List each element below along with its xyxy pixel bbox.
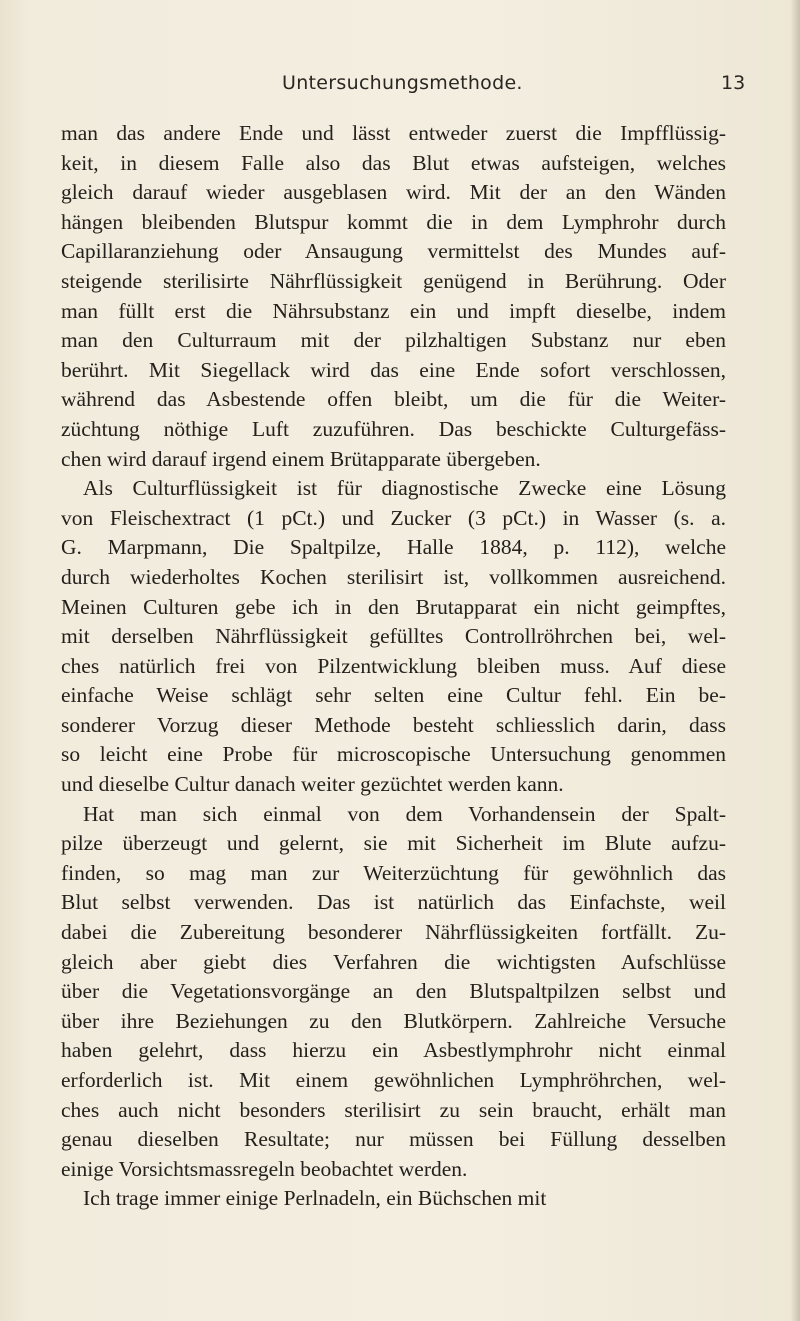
text-line: man den Culturraum mit der pilzhaltigen Substanz nur eben bbox=[61, 328, 726, 353]
text-line: steigende sterilisirte Nährflüssigkeit genügend in Berührung. Oder bbox=[61, 268, 726, 293]
page-header bbox=[0, 72, 800, 102]
text-line: man das andere Ende und lässt entweder zuerst die Impfflüssig- bbox=[61, 121, 726, 145]
text-line: erforderlich ist. Mit einem gewöhnlichen Lymphröhrchen, wel- bbox=[61, 1068, 726, 1092]
text-line: hängen bleibenden Blutspur kommt die in dem Lymphrohr durch bbox=[61, 209, 726, 234]
body-text bbox=[61, 119, 726, 1214]
text-line: Als Culturflüssigkeit ist für diagnostische Zwecke eine Lösung bbox=[83, 476, 726, 501]
text-line: von Fleischextract (1 pCt.) und Zucker (3 pCt.) in Wasser (s. a. bbox=[61, 505, 726, 530]
text-line: durch wiederholtes Kochen sterilisirt ist, vollkommen ausreichend. bbox=[61, 564, 726, 589]
text-line: ches natürlich frei von Pilzentwicklung bleiben muss. Auf diese bbox=[61, 653, 726, 678]
text-line: und dieselbe Cultur danach weiter gezüchtet werden kann. bbox=[61, 772, 564, 797]
text-line: züchtung nöthige Luft zuzuführen. Das beschickte Culturgefäss- bbox=[61, 416, 726, 441]
text-line: finden, so mag man zur Weiterzüchtung für gewöhnlich das bbox=[61, 860, 726, 885]
running-head: Untersuchungsmethode. bbox=[282, 72, 523, 94]
text-line: gleich aber giebt dies Verfahren die wichtigsten Aufschlüsse bbox=[61, 949, 726, 974]
text-line: über die Vegetationsvorgänge an den Blutspaltpilzen selbst und bbox=[61, 979, 726, 1004]
text-line: einige Vorsichtsmassregeln beobachtet werden. bbox=[61, 1156, 468, 1181]
text-line: keit, in diesem Falle also das Blut etwas aufsteigen, welches bbox=[61, 150, 726, 175]
text-line: Meinen Culturen gebe ich in den Brutapparat ein nicht geimpftes, bbox=[61, 594, 726, 619]
text-line: einfache Weise schlägt sehr selten eine Cultur fehl. Ein be- bbox=[61, 683, 726, 708]
text-line: pilze überzeugt und gelernt, sie mit Sicherheit im Blute aufzu- bbox=[61, 831, 726, 856]
text-line: mit derselben Nährflüssigkeit gefülltes Controllröhrchen bei, wel- bbox=[61, 624, 726, 649]
text-line: chen wird darauf irgend einem Brütapparate übergeben. bbox=[61, 446, 541, 471]
text-line: während das Asbestende offen bleibt, um die für die Weiter- bbox=[61, 387, 726, 412]
text-line: berührt. Mit Siegellack wird das eine Ende sofort verschlossen, bbox=[61, 357, 726, 382]
text-line: so leicht eine Probe für microscopische Untersuchung genommen bbox=[61, 742, 726, 767]
text-line: dabei die Zubereitung besonderer Nährflüssigkeiten fortfällt. Zu- bbox=[61, 920, 726, 945]
text-line: ches auch nicht besonders sterilisirt zu sein braucht, erhält man bbox=[61, 1097, 726, 1122]
text-line: Ich trage immer einige Perlnadeln, ein Büchschen mit bbox=[83, 1186, 547, 1211]
text-line: gleich darauf wieder ausgeblasen wird. Mit der an den Wänden bbox=[61, 180, 726, 205]
text-line: Blut selbst verwenden. Das ist natürlich das Einfachste, weil bbox=[61, 890, 726, 915]
text-line: sonderer Vorzug dieser Methode besteht schliesslich darin, dass bbox=[61, 712, 726, 737]
text-line: Capillaranziehung oder Ansaugung vermittelst des Mundes auf- bbox=[61, 239, 726, 264]
page-number: 13 bbox=[721, 72, 746, 94]
text-line: haben gelehrt, dass hierzu ein Asbestlymphrohr nicht einmal bbox=[61, 1038, 726, 1063]
text-line: G. Marpmann, Die Spaltpilze, Halle 1884, p. 112), welche bbox=[61, 535, 726, 560]
text-line: über ihre Beziehungen zu den Blutkörpern. Zahlreiche Versuche bbox=[61, 1008, 726, 1033]
text-line: Hat man sich einmal von dem Vorhandensein der Spalt- bbox=[83, 801, 726, 826]
page-edge-shadow bbox=[790, 0, 800, 1321]
text-line: genau dieselben Resultate; nur müssen bei Füllung desselben bbox=[61, 1127, 726, 1152]
text-line: man füllt erst die Nährsubstanz ein und impft dieselbe, indem bbox=[61, 298, 726, 323]
